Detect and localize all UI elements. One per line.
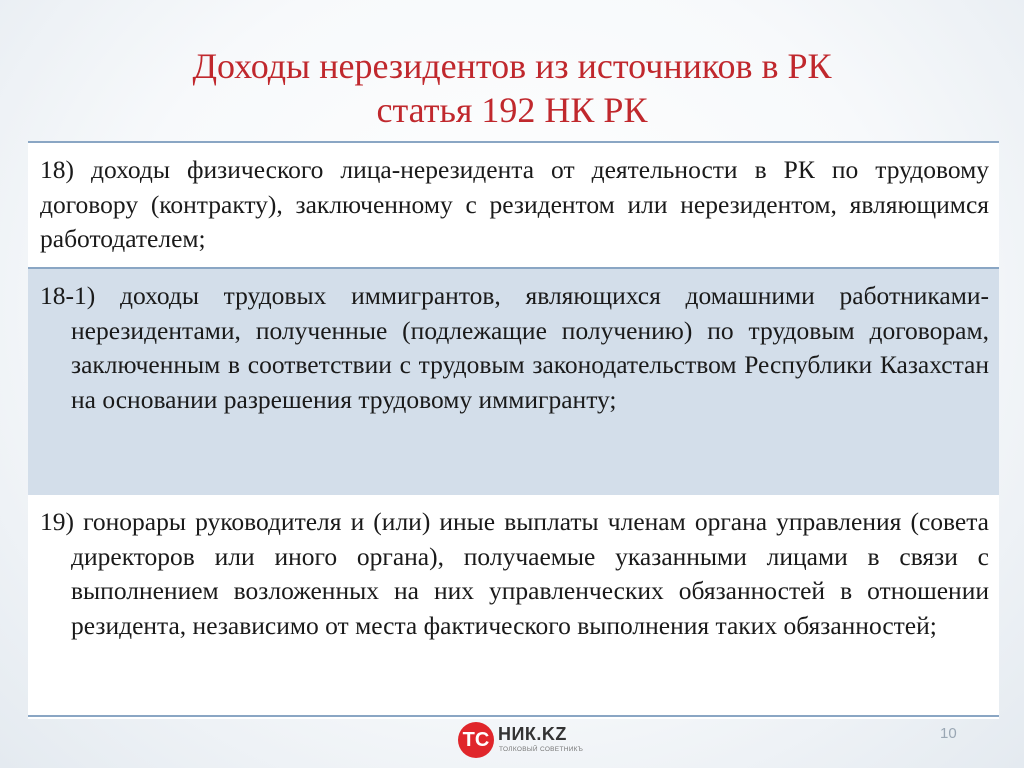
footer-divider <box>28 715 999 717</box>
item-18-1: 18-1) доходы трудовых иммигрантов, являющихся домашними работниками-нерезидентами, полученные (подлежащие получению) по трудовым договорам, заключенным в соответствии с трудовым законодательством Республики Казахстан на основании разрешения трудовому иммигранту; <box>28 269 999 495</box>
item-18: 18) доходы физического лица-нерезидента от деятельности в РК по трудовому договору (контракту), заключенному с резидентом или нерезидентом, являющимся работодателем; <box>28 143 999 269</box>
slide-title-line-2: статья 192 НК РК <box>376 90 648 130</box>
slide-title-line-1: Доходы нерезидентов из источников в РК <box>192 46 832 86</box>
logo-mark-icon: ТС <box>458 722 494 758</box>
page-number: 10 <box>940 725 957 742</box>
item-19: 19) гонорары руководителя и (или) иные выплаты членам органа управления (совета директоров или иного органа), получаемые указанными лицами в связи с выполнением возложенных на них управленческих обязанностей в отношении резидента, независимо от места фактического выполнения таких обязанностей; <box>28 495 999 719</box>
slide-title <box>0 44 1024 132</box>
content-rows <box>28 141 999 719</box>
logo-tagline: ТОЛКОВЫЙ СОВЕТНИКЪ <box>499 746 584 753</box>
tonik-logo <box>458 720 588 760</box>
logo-name: НИК.KZ <box>498 724 567 744</box>
